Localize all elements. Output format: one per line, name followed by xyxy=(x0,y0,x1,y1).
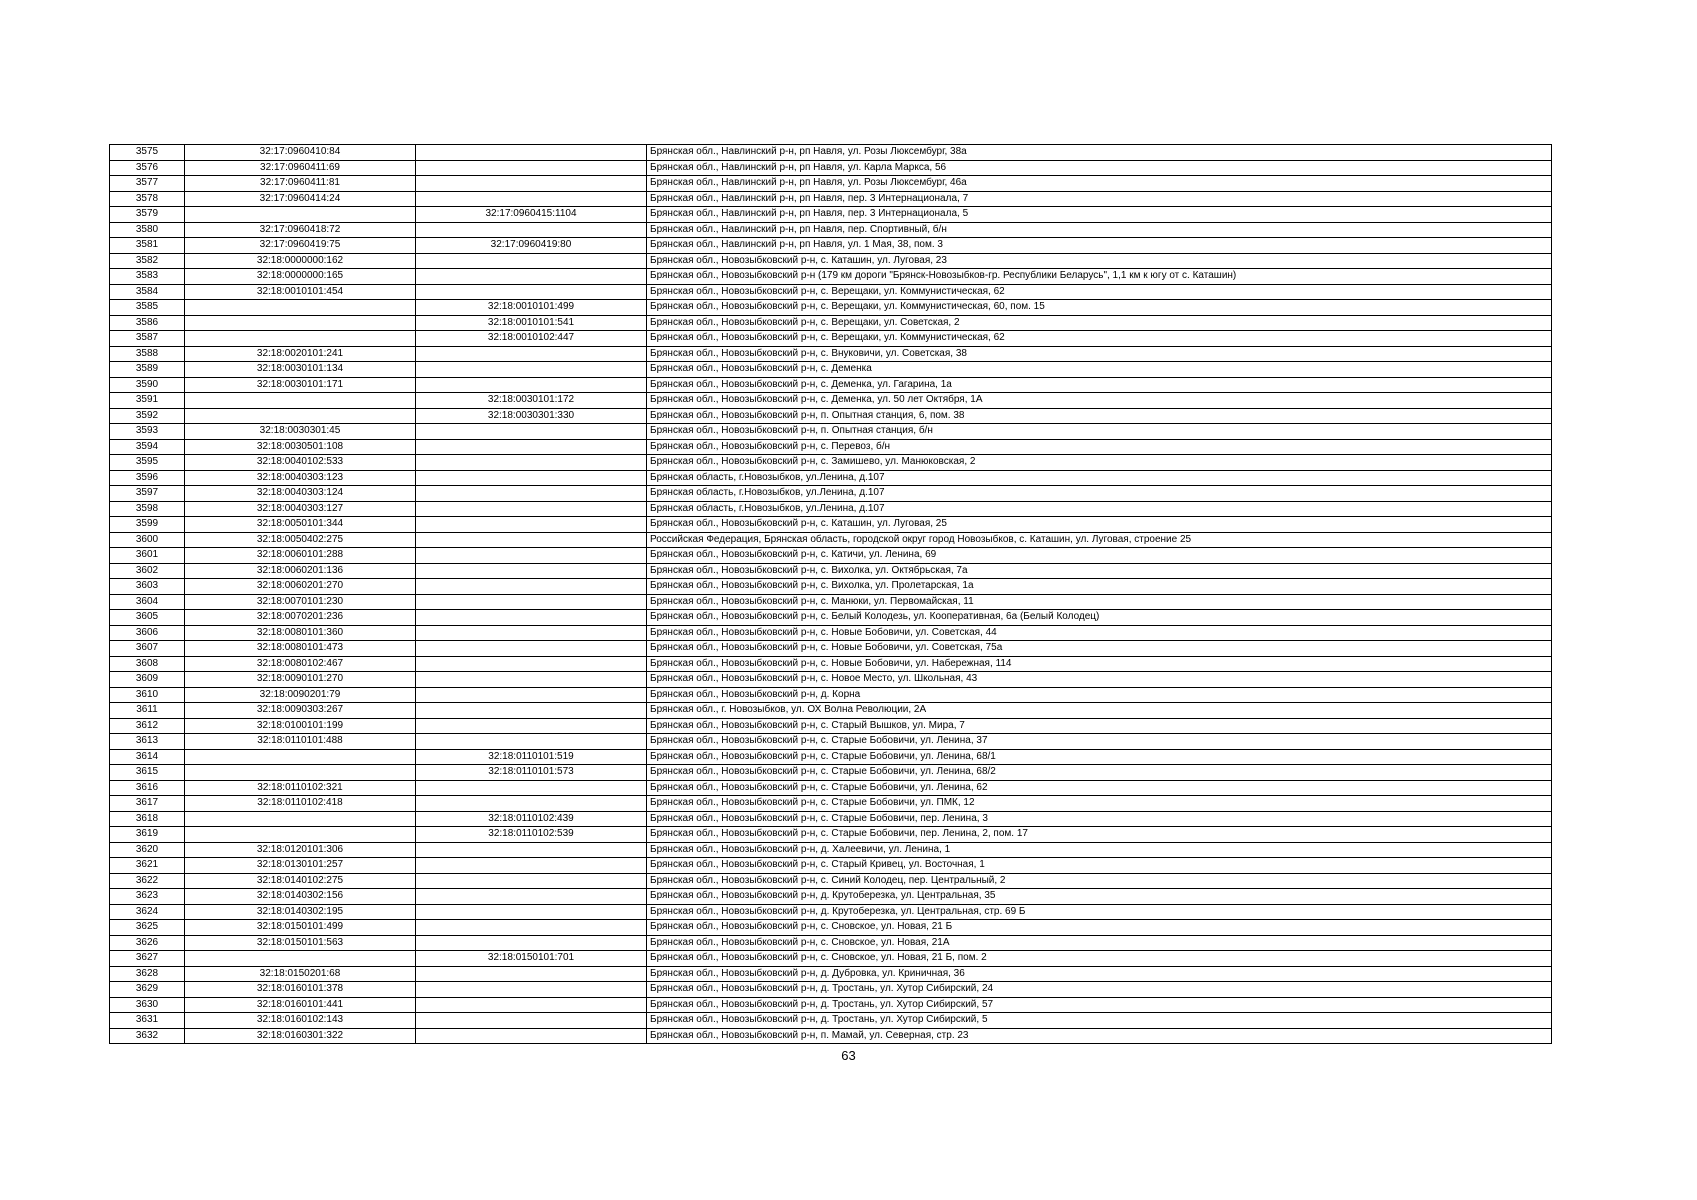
premises-cadastral-number-cell xyxy=(416,703,647,719)
address-cell: Российская Федерация, Брянская область, городской округ город Новозыбков, с. Каташин, ул. Луговая, строение 25 xyxy=(647,532,1552,548)
cadastral-number-cell: 32:17:0960411:81 xyxy=(185,176,416,192)
address-cell: Брянская обл., Новозыбковский р-н, п. Опытная станция, б/н xyxy=(647,424,1552,440)
table-row xyxy=(110,641,1552,657)
table-row xyxy=(110,455,1552,471)
cadastral-number-cell: 32:18:0160301:322 xyxy=(185,1028,416,1044)
cadastral-number-cell xyxy=(185,300,416,316)
row-number-cell: 3600 xyxy=(110,532,185,548)
address-cell: Брянская обл., Навлинский р-н, рп Навля, ул. 1 Мая, 38, пом. 3 xyxy=(647,238,1552,254)
cadastral-number-cell: 32:18:0000000:162 xyxy=(185,253,416,269)
address-cell: Брянская обл., Новозыбковский р-н, с. Старые Бобовичи, ул. Ленина, 68/1 xyxy=(647,749,1552,765)
address-cell: Брянская обл., Новозыбковский р-н, с. Манюки, ул. Первомайская, 11 xyxy=(647,594,1552,610)
table-row xyxy=(110,873,1552,889)
table-row xyxy=(110,935,1552,951)
address-cell: Брянская обл., Новозыбковский р-н, с. Вихолка, ул. Пролетарская, 1а xyxy=(647,579,1552,595)
address-cell: Брянская обл., Новозыбковский р-н, д. Крутоберезка, ул. Центральная, стр. 69 Б xyxy=(647,904,1552,920)
row-number-cell: 3601 xyxy=(110,548,185,564)
cadastral-number-cell: 32:18:0040303:127 xyxy=(185,501,416,517)
premises-cadastral-number-cell xyxy=(416,284,647,300)
premises-cadastral-number-cell xyxy=(416,935,647,951)
address-cell: Брянская обл., Новозыбковский р-н, с. Деменка, ул. 50 лет Октября, 1А xyxy=(647,393,1552,409)
row-number-cell: 3593 xyxy=(110,424,185,440)
premises-cadastral-number-cell: 32:18:0010101:541 xyxy=(416,315,647,331)
page-number: 63 xyxy=(841,1048,856,1063)
table-row xyxy=(110,1013,1552,1029)
premises-cadastral-number-cell xyxy=(416,656,647,672)
row-number-cell: 3610 xyxy=(110,687,185,703)
address-cell: Брянская область, г.Новозыбков, ул.Ленина, д.107 xyxy=(647,501,1552,517)
address-cell: Брянская обл., Новозыбковский р-н, с. Старые Бобовичи, ул. Ленина, 62 xyxy=(647,780,1552,796)
premises-cadastral-number-cell xyxy=(416,160,647,176)
cadastral-number-cell: 32:18:0160102:143 xyxy=(185,1013,416,1029)
address-cell: Брянская обл., Новозыбковский р-н, с. Старые Бобовичи, пер. Ленина, 2, пом. 17 xyxy=(647,827,1552,843)
row-number-cell: 3616 xyxy=(110,780,185,796)
row-number-cell: 3614 xyxy=(110,749,185,765)
address-cell: Брянская область, г.Новозыбков, ул.Ленина, д.107 xyxy=(647,486,1552,502)
table-row xyxy=(110,765,1552,781)
cadastral-number-cell: 32:18:0080101:473 xyxy=(185,641,416,657)
table-row xyxy=(110,362,1552,378)
cadastral-number-cell: 32:18:0000000:165 xyxy=(185,269,416,285)
cadastral-number-cell xyxy=(185,951,416,967)
row-number-cell: 3582 xyxy=(110,253,185,269)
table-row xyxy=(110,827,1552,843)
row-number-cell: 3629 xyxy=(110,982,185,998)
row-number-cell: 3626 xyxy=(110,935,185,951)
row-number-cell: 3607 xyxy=(110,641,185,657)
cadastral-number-cell: 32:18:0130101:257 xyxy=(185,858,416,874)
cadastral-number-cell: 32:18:0010101:454 xyxy=(185,284,416,300)
table-row xyxy=(110,703,1552,719)
row-number-cell: 3620 xyxy=(110,842,185,858)
cadastral-number-cell: 32:17:0960410:84 xyxy=(185,145,416,161)
address-cell: Брянская обл., Новозыбковский р-н, с. Деменка, ул. Гагарина, 1а xyxy=(647,377,1552,393)
premises-cadastral-number-cell xyxy=(416,222,647,238)
address-cell: Брянская обл., Новозыбковский р-н, п. Мамай, ул. Северная, стр. 23 xyxy=(647,1028,1552,1044)
table-row xyxy=(110,408,1552,424)
table-row xyxy=(110,718,1552,734)
table-row xyxy=(110,470,1552,486)
table-row xyxy=(110,594,1552,610)
cadastral-number-cell: 32:18:0150101:499 xyxy=(185,920,416,936)
cadastral-number-cell: 32:18:0110102:321 xyxy=(185,780,416,796)
premises-cadastral-number-cell xyxy=(416,563,647,579)
table-row xyxy=(110,749,1552,765)
table-row xyxy=(110,207,1552,223)
cadastral-number-cell: 32:18:0080101:360 xyxy=(185,625,416,641)
premises-cadastral-number-cell xyxy=(416,269,647,285)
table-row xyxy=(110,176,1552,192)
row-number-cell: 3602 xyxy=(110,563,185,579)
cadastral-number-cell xyxy=(185,393,416,409)
address-cell: Брянская обл., Навлинский р-н, рп Навля, ул. Карла Маркса, 56 xyxy=(647,160,1552,176)
row-number-cell: 3599 xyxy=(110,517,185,533)
row-number-cell: 3632 xyxy=(110,1028,185,1044)
premises-cadastral-number-cell xyxy=(416,982,647,998)
row-number-cell: 3587 xyxy=(110,331,185,347)
address-cell: Брянская обл., Новозыбковский р-н, с. Сновское, ул. Новая, 21 Б xyxy=(647,920,1552,936)
premises-cadastral-number-cell xyxy=(416,346,647,362)
table-row xyxy=(110,238,1552,254)
address-cell: Брянская обл., Новозыбковский р-н, с. Деменка xyxy=(647,362,1552,378)
premises-cadastral-number-cell: 32:18:0030301:330 xyxy=(416,408,647,424)
premises-cadastral-number-cell xyxy=(416,455,647,471)
cadastral-number-cell: 32:18:0090101:270 xyxy=(185,672,416,688)
premises-cadastral-number-cell xyxy=(416,904,647,920)
premises-cadastral-number-cell xyxy=(416,579,647,595)
table-row xyxy=(110,672,1552,688)
address-cell: Брянская обл., Навлинский р-н, рп Навля, ул. Розы Люксембург, 38а xyxy=(647,145,1552,161)
table-row xyxy=(110,424,1552,440)
cadastral-number-cell: 32:18:0150201:68 xyxy=(185,966,416,982)
table-row xyxy=(110,331,1552,347)
table-row xyxy=(110,889,1552,905)
cadastral-number-cell: 32:17:0960414:24 xyxy=(185,191,416,207)
address-cell: Брянская обл., Навлинский р-н, рп Навля, пер. Спортивный, б/н xyxy=(647,222,1552,238)
row-number-cell: 3606 xyxy=(110,625,185,641)
row-number-cell: 3621 xyxy=(110,858,185,874)
premises-cadastral-number-cell xyxy=(416,439,647,455)
table-row xyxy=(110,966,1552,982)
address-cell: Брянская обл., Новозыбковский р-н, с. Замишево, ул. Манюковская, 2 xyxy=(647,455,1552,471)
premises-cadastral-number-cell xyxy=(416,470,647,486)
cadastral-number-cell: 32:18:0030501:108 xyxy=(185,439,416,455)
premises-cadastral-number-cell xyxy=(416,641,647,657)
premises-cadastral-number-cell: 32:18:0150101:701 xyxy=(416,951,647,967)
table-row xyxy=(110,610,1552,626)
premises-cadastral-number-cell xyxy=(416,842,647,858)
table-row xyxy=(110,579,1552,595)
premises-cadastral-number-cell xyxy=(416,517,647,533)
cadastral-number-cell xyxy=(185,207,416,223)
address-cell: Брянская обл., Новозыбковский р-н, с. Старый Вышков, ул. Мира, 7 xyxy=(647,718,1552,734)
premises-cadastral-number-cell xyxy=(416,997,647,1013)
cadastral-number-cell xyxy=(185,331,416,347)
address-cell: Брянская обл., Новозыбковский р-н, с. Новые Бобовичи, ул. Набережная, 114 xyxy=(647,656,1552,672)
cadastral-number-cell: 32:18:0140302:156 xyxy=(185,889,416,905)
row-number-cell: 3576 xyxy=(110,160,185,176)
table-row xyxy=(110,858,1552,874)
address-cell: Брянская обл., Новозыбковский р-н, с. Синий Колодец, пер. Центральный, 2 xyxy=(647,873,1552,889)
table-row xyxy=(110,1028,1552,1044)
premises-cadastral-number-cell xyxy=(416,873,647,889)
row-number-cell: 3611 xyxy=(110,703,185,719)
address-cell: Брянская обл., Новозыбковский р-н, с. Старый Кривец, ул. Восточная, 1 xyxy=(647,858,1552,874)
cadastral-number-cell: 32:18:0150101:563 xyxy=(185,935,416,951)
cadastral-number-cell: 32:18:0070101:230 xyxy=(185,594,416,610)
address-cell: Брянская обл., Навлинский р-н, рп Навля, пер. 3 Интернационала, 5 xyxy=(647,207,1552,223)
row-number-cell: 3585 xyxy=(110,300,185,316)
table-row xyxy=(110,377,1552,393)
row-number-cell: 3583 xyxy=(110,269,185,285)
table-row xyxy=(110,780,1552,796)
premises-cadastral-number-cell xyxy=(416,176,647,192)
row-number-cell: 3595 xyxy=(110,455,185,471)
table-row xyxy=(110,393,1552,409)
row-number-cell: 3605 xyxy=(110,610,185,626)
row-number-cell: 3590 xyxy=(110,377,185,393)
row-number-cell: 3615 xyxy=(110,765,185,781)
premises-cadastral-number-cell xyxy=(416,687,647,703)
premises-cadastral-number-cell xyxy=(416,253,647,269)
table-row xyxy=(110,253,1552,269)
premises-cadastral-number-cell xyxy=(416,594,647,610)
cadastral-number-cell xyxy=(185,749,416,765)
table-row xyxy=(110,517,1552,533)
address-cell: Брянская обл., г. Новозыбков, ул. ОХ Волна Революции, 2А xyxy=(647,703,1552,719)
table-row xyxy=(110,284,1552,300)
address-cell: Брянская обл., Новозыбковский р-н, с. Новое Место, ул. Школьная, 43 xyxy=(647,672,1552,688)
address-cell: Брянская обл., Новозыбковский р-н, д. Тростань, ул. Хутор Сибирский, 57 xyxy=(647,997,1552,1013)
premises-cadastral-number-cell xyxy=(416,501,647,517)
cadastral-number-cell: 32:18:0160101:378 xyxy=(185,982,416,998)
table-row xyxy=(110,222,1552,238)
address-cell: Брянская обл., Новозыбковский р-н, с. Каташин, ул. Луговая, 23 xyxy=(647,253,1552,269)
row-number-cell: 3618 xyxy=(110,811,185,827)
row-number-cell: 3624 xyxy=(110,904,185,920)
cadastral-number-cell: 32:18:0030301:45 xyxy=(185,424,416,440)
address-cell: Брянская обл., Новозыбковский р-н, с. Сновское, ул. Новая, 21А xyxy=(647,935,1552,951)
table-row xyxy=(110,548,1552,564)
address-cell: Брянская обл., Новозыбковский р-н, с. Новые Бобовичи, ул. Советская, 75а xyxy=(647,641,1552,657)
table-row xyxy=(110,191,1552,207)
cadastral-number-cell xyxy=(185,315,416,331)
property-table xyxy=(109,144,1552,1044)
table-row xyxy=(110,145,1552,161)
address-cell: Брянская обл., Новозыбковский р-н, с. Старые Бобовичи, ул. Ленина, 37 xyxy=(647,734,1552,750)
premises-cadastral-number-cell xyxy=(416,191,647,207)
cadastral-number-cell xyxy=(185,827,416,843)
address-cell: Брянская обл., Новозыбковский р-н, с. Новые Бобовичи, ул. Советская, 44 xyxy=(647,625,1552,641)
table-row xyxy=(110,300,1552,316)
premises-cadastral-number-cell xyxy=(416,966,647,982)
premises-cadastral-number-cell xyxy=(416,796,647,812)
premises-cadastral-number-cell xyxy=(416,734,647,750)
cadastral-number-cell xyxy=(185,811,416,827)
cadastral-number-cell: 32:18:0140302:195 xyxy=(185,904,416,920)
cadastral-number-cell: 32:18:0140102:275 xyxy=(185,873,416,889)
cadastral-number-cell: 32:18:0110101:488 xyxy=(185,734,416,750)
address-cell: Брянская обл., Новозыбковский р-н, с. Старые Бобовичи, ул. ПМК, 12 xyxy=(647,796,1552,812)
row-number-cell: 3580 xyxy=(110,222,185,238)
row-number-cell: 3625 xyxy=(110,920,185,936)
premises-cadastral-number-cell xyxy=(416,610,647,626)
address-cell: Брянская обл., Новозыбковский р-н, д. Корна xyxy=(647,687,1552,703)
table-row xyxy=(110,951,1552,967)
address-cell: Брянская обл., Новозыбковский р-н, с. Каташин, ул. Луговая, 25 xyxy=(647,517,1552,533)
cadastral-number-cell: 32:18:0030101:171 xyxy=(185,377,416,393)
premises-cadastral-number-cell: 32:18:0110102:439 xyxy=(416,811,647,827)
row-number-cell: 3613 xyxy=(110,734,185,750)
address-cell: Брянская обл., Новозыбковский р-н, д. Тростань, ул. Хутор Сибирский, 24 xyxy=(647,982,1552,998)
row-number-cell: 3578 xyxy=(110,191,185,207)
row-number-cell: 3591 xyxy=(110,393,185,409)
cadastral-number-cell: 32:18:0020101:241 xyxy=(185,346,416,362)
address-cell: Брянская обл., Новозыбковский р-н, д. Дубровка, ул. Криничная, 36 xyxy=(647,966,1552,982)
table-row xyxy=(110,811,1552,827)
address-cell: Брянская обл., Новозыбковский р-н, с. Старые Бобовичи, пер. Ленина, 3 xyxy=(647,811,1552,827)
table-row xyxy=(110,656,1552,672)
table-row xyxy=(110,563,1552,579)
premises-cadastral-number-cell: 32:17:0960415:1104 xyxy=(416,207,647,223)
premises-cadastral-number-cell: 32:18:0010102:447 xyxy=(416,331,647,347)
address-cell: Брянская обл., Новозыбковский р-н, с. Белый Колодезь, ул. Кооперативная, 6а (Белый Колодец) xyxy=(647,610,1552,626)
table-row xyxy=(110,982,1552,998)
address-cell: Брянская обл., Новозыбковский р-н, с. Верещаки, ул. Советская, 2 xyxy=(647,315,1552,331)
premises-cadastral-number-cell xyxy=(416,377,647,393)
address-cell: Брянская обл., Новозыбковский р-н, п. Опытная станция, 6, пом. 38 xyxy=(647,408,1552,424)
row-number-cell: 3631 xyxy=(110,1013,185,1029)
premises-cadastral-number-cell xyxy=(416,548,647,564)
row-number-cell: 3596 xyxy=(110,470,185,486)
table-row xyxy=(110,532,1552,548)
table-row xyxy=(110,486,1552,502)
premises-cadastral-number-cell: 32:18:0030101:172 xyxy=(416,393,647,409)
address-cell: Брянская обл., Новозыбковский р-н, с. Катичи, ул. Ленина, 69 xyxy=(647,548,1552,564)
premises-cadastral-number-cell xyxy=(416,145,647,161)
cadastral-number-cell: 32:18:0080102:467 xyxy=(185,656,416,672)
premises-cadastral-number-cell xyxy=(416,672,647,688)
row-number-cell: 3627 xyxy=(110,951,185,967)
table-row xyxy=(110,501,1552,517)
table-row xyxy=(110,920,1552,936)
address-cell: Брянская обл., Новозыбковский р-н, с. Сновское, ул. Новая, 21 Б, пом. 2 xyxy=(647,951,1552,967)
cadastral-number-cell: 32:18:0050101:344 xyxy=(185,517,416,533)
row-number-cell: 3577 xyxy=(110,176,185,192)
row-number-cell: 3597 xyxy=(110,486,185,502)
premises-cadastral-number-cell xyxy=(416,889,647,905)
cadastral-number-cell: 32:17:0960419:75 xyxy=(185,238,416,254)
premises-cadastral-number-cell: 32:18:0110102:539 xyxy=(416,827,647,843)
cadastral-number-cell: 32:18:0120101:306 xyxy=(185,842,416,858)
row-number-cell: 3575 xyxy=(110,145,185,161)
table-row xyxy=(110,160,1552,176)
premises-cadastral-number-cell xyxy=(416,1013,647,1029)
table-row xyxy=(110,687,1552,703)
address-cell: Брянская область, г.Новозыбков, ул.Ленина, д.107 xyxy=(647,470,1552,486)
cadastral-number-cell: 32:18:0050402:275 xyxy=(185,532,416,548)
premises-cadastral-number-cell xyxy=(416,920,647,936)
cadastral-number-cell: 32:18:0040303:124 xyxy=(185,486,416,502)
row-number-cell: 3604 xyxy=(110,594,185,610)
row-number-cell: 3623 xyxy=(110,889,185,905)
row-number-cell: 3628 xyxy=(110,966,185,982)
cadastral-number-cell: 32:17:0960418:72 xyxy=(185,222,416,238)
premises-cadastral-number-cell xyxy=(416,625,647,641)
row-number-cell: 3592 xyxy=(110,408,185,424)
row-number-cell: 3619 xyxy=(110,827,185,843)
row-number-cell: 3630 xyxy=(110,997,185,1013)
address-cell: Брянская обл., Новозыбковский р-н, с. Верещаки, ул. Коммунистическая, 62 xyxy=(647,284,1552,300)
cadastral-number-cell xyxy=(185,765,416,781)
row-number-cell: 3609 xyxy=(110,672,185,688)
premises-cadastral-number-cell: 32:18:0110101:573 xyxy=(416,765,647,781)
table-row xyxy=(110,346,1552,362)
cadastral-number-cell: 32:18:0060201:270 xyxy=(185,579,416,595)
row-number-cell: 3588 xyxy=(110,346,185,362)
premises-cadastral-number-cell: 32:18:0010101:499 xyxy=(416,300,647,316)
premises-cadastral-number-cell xyxy=(416,780,647,796)
cadastral-number-cell: 32:18:0060101:288 xyxy=(185,548,416,564)
row-number-cell: 3608 xyxy=(110,656,185,672)
address-cell: Брянская обл., Новозыбковский р-н, с. Вихолка, ул. Октябрьская, 7а xyxy=(647,563,1552,579)
address-cell: Брянская обл., Новозыбковский р-н (179 км дороги "Брянск-Новозыбков-гр. Республики Беларусь", 1,1 км к югу от с. Каташин) xyxy=(647,269,1552,285)
premises-cadastral-number-cell xyxy=(416,858,647,874)
cadastral-number-cell xyxy=(185,408,416,424)
row-number-cell: 3586 xyxy=(110,315,185,331)
address-cell: Брянская обл., Новозыбковский р-н, д. Крутоберезка, ул. Центральная, 35 xyxy=(647,889,1552,905)
address-cell: Брянская обл., Новозыбковский р-н, с. Внуковичи, ул. Советская, 38 xyxy=(647,346,1552,362)
address-cell: Брянская обл., Новозыбковский р-н, д. Тростань, ул. Хутор Сибирский, 5 xyxy=(647,1013,1552,1029)
table-row xyxy=(110,796,1552,812)
cadastral-number-cell: 32:18:0040102:533 xyxy=(185,455,416,471)
premises-cadastral-number-cell xyxy=(416,532,647,548)
cadastral-number-cell: 32:18:0060201:136 xyxy=(185,563,416,579)
address-cell: Брянская обл., Новозыбковский р-н, с. Перевоз, б/н xyxy=(647,439,1552,455)
table-row xyxy=(110,997,1552,1013)
premises-cadastral-number-cell xyxy=(416,362,647,378)
premises-cadastral-number-cell xyxy=(416,1028,647,1044)
table-row xyxy=(110,625,1552,641)
premises-cadastral-number-cell xyxy=(416,486,647,502)
table-row xyxy=(110,904,1552,920)
address-cell: Брянская обл., Новозыбковский р-н, с. Верещаки, ул. Коммунистическая, 62 xyxy=(647,331,1552,347)
table-body xyxy=(110,145,1552,1044)
cadastral-number-cell: 32:18:0040303:123 xyxy=(185,470,416,486)
address-cell: Брянская обл., Новозыбковский р-н, с. Верещаки, ул. Коммунистическая, 60, пом. 15 xyxy=(647,300,1552,316)
row-number-cell: 3579 xyxy=(110,207,185,223)
row-number-cell: 3581 xyxy=(110,238,185,254)
row-number-cell: 3584 xyxy=(110,284,185,300)
property-table-container xyxy=(109,144,1551,1044)
table-row xyxy=(110,269,1552,285)
premises-cadastral-number-cell: 32:17:0960419:80 xyxy=(416,238,647,254)
cadastral-number-cell: 32:18:0030101:134 xyxy=(185,362,416,378)
table-row xyxy=(110,842,1552,858)
cadastral-number-cell: 32:18:0100101:199 xyxy=(185,718,416,734)
premises-cadastral-number-cell xyxy=(416,718,647,734)
table-row xyxy=(110,439,1552,455)
premises-cadastral-number-cell: 32:18:0110101:519 xyxy=(416,749,647,765)
address-cell: Брянская обл., Навлинский р-н, рп Навля, ул. Розы Люксембург, 46а xyxy=(647,176,1552,192)
row-number-cell: 3612 xyxy=(110,718,185,734)
row-number-cell: 3603 xyxy=(110,579,185,595)
row-number-cell: 3589 xyxy=(110,362,185,378)
cadastral-number-cell: 32:18:0090201:79 xyxy=(185,687,416,703)
cadastral-number-cell: 32:18:0070201:236 xyxy=(185,610,416,626)
row-number-cell: 3617 xyxy=(110,796,185,812)
address-cell: Брянская обл., Новозыбковский р-н, д. Халеевичи, ул. Ленина, 1 xyxy=(647,842,1552,858)
cadastral-number-cell: 32:18:0160101:441 xyxy=(185,997,416,1013)
address-cell: Брянская обл., Навлинский р-н, рп Навля, пер. 3 Интернационала, 7 xyxy=(647,191,1552,207)
premises-cadastral-number-cell xyxy=(416,424,647,440)
row-number-cell: 3622 xyxy=(110,873,185,889)
cadastral-number-cell: 32:17:0960411:69 xyxy=(185,160,416,176)
cadastral-number-cell: 32:18:0110102:418 xyxy=(185,796,416,812)
row-number-cell: 3594 xyxy=(110,439,185,455)
table-row xyxy=(110,734,1552,750)
cadastral-number-cell: 32:18:0090303:267 xyxy=(185,703,416,719)
row-number-cell: 3598 xyxy=(110,501,185,517)
table-row xyxy=(110,315,1552,331)
address-cell: Брянская обл., Новозыбковский р-н, с. Старые Бобовичи, ул. Ленина, 68/2 xyxy=(647,765,1552,781)
